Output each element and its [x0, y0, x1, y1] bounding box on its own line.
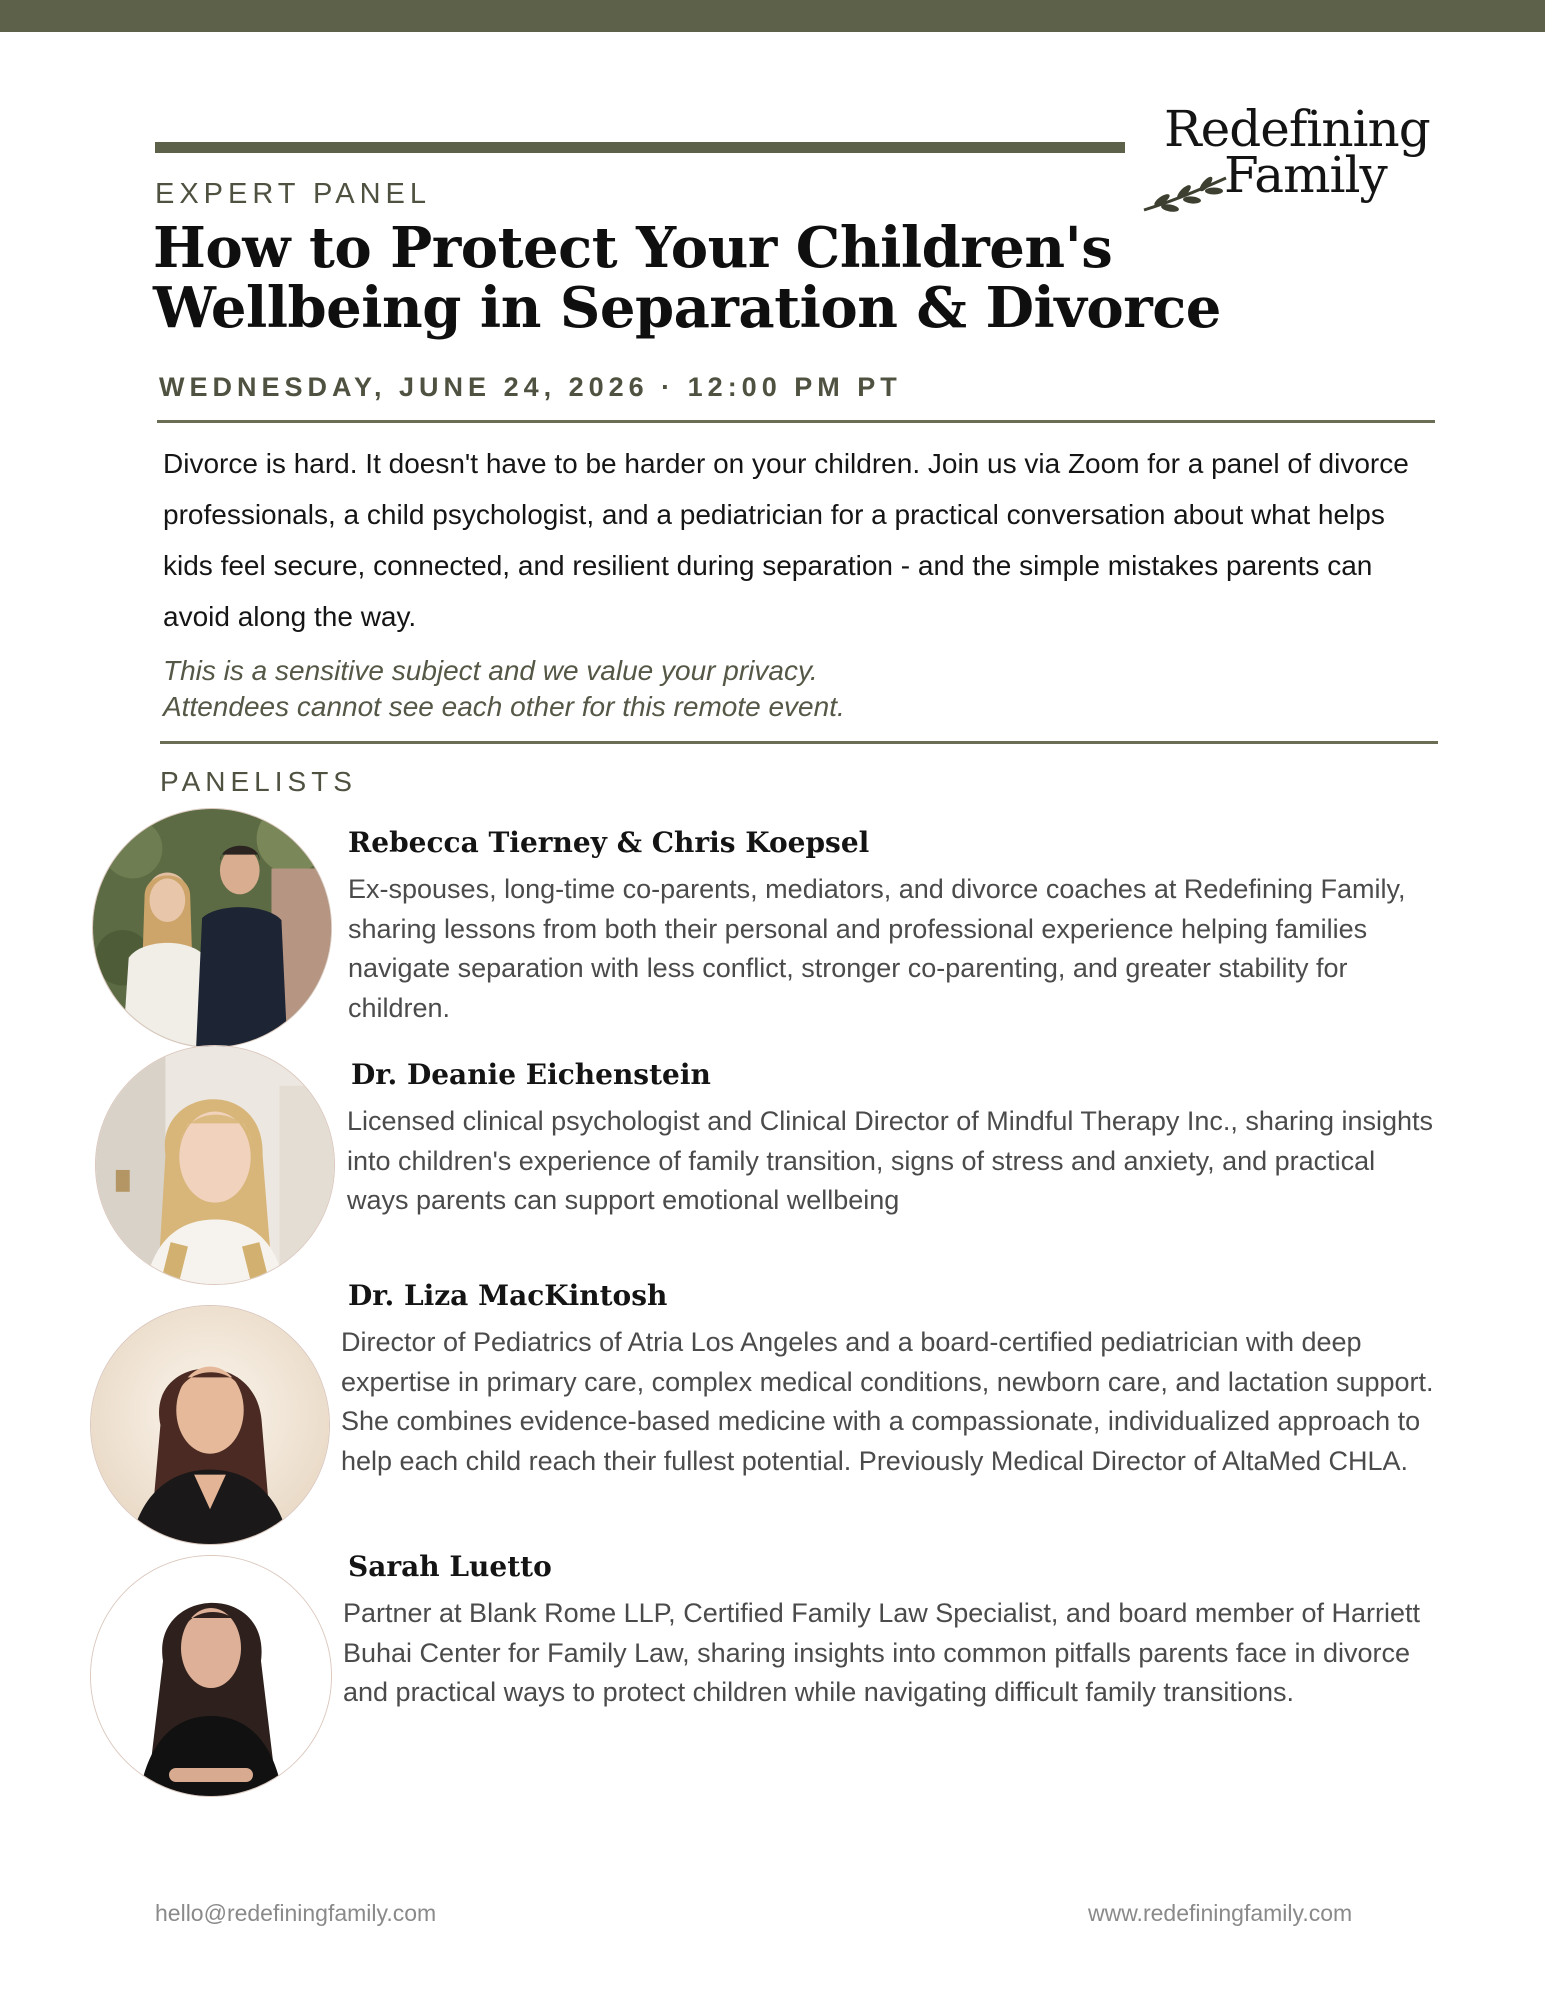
panelist-name: Dr. Liza MacKintosh	[348, 1279, 668, 1312]
avatar-deanie-eichenstein	[95, 1045, 335, 1285]
privacy-line-2: Attendees cannot see each other for this remote event.	[163, 691, 845, 722]
panelist-bio: Ex-spouses, long-time co-parents, mediators, and divorce coaches at Redefining Family, sharing lessons from both their personal and professional experience helping families navigate separation with less conflict, stronger co-parenting, and greater stability for children.	[348, 874, 1406, 1023]
panelist-bio: Licensed clinical psychologist and Clinical Director of Mindful Therapy Inc., sharing insights into children's experience of family transition, signs of stress and anxiety, and practical ways parents can support emotional wellbeing	[347, 1106, 1434, 1215]
panelist-name: Dr. Deanie Eichenstein	[351, 1058, 711, 1091]
olive-branch-icon	[1140, 166, 1240, 216]
panelist-bio: Director of Pediatrics of Atria Los Angeles and a board-certified pediatrician with deep expertise in primary care, complex medical conditions, newborn care, and lactation support. She combines evidence-based medicine with a compassionate, individualized approach to help each child reach their fullest potential. Previously Medical Director of AltaMed CHLA.	[341, 1327, 1434, 1476]
divider	[157, 420, 1435, 423]
title-rule	[155, 142, 1125, 153]
privacy-note	[163, 653, 1363, 725]
footer-website[interactable]: www.redefiningfamily.com	[1088, 1900, 1353, 1926]
brand-logo	[1140, 100, 1430, 214]
panelist-name: Rebecca Tierney & Chris Koepsel	[348, 826, 870, 859]
panelists-heading: PANELISTS	[160, 766, 357, 797]
avatar-rebecca-chris	[92, 808, 332, 1048]
event-description: Divorce is hard. It doesn't have to be harder on your children. Join us via Zoom for a panel of divorce professionals, a child psychologist, and a pediatrician for a practical conversation about what helps kids feel secure, connected, and resilient during separation - and the simple mistakes parents can avoid along the way.	[163, 448, 1409, 632]
divider	[160, 741, 1438, 744]
page-title	[153, 215, 1221, 341]
logo-text-line2: Family	[1224, 146, 1387, 204]
eyebrow-label: EXPERT PANEL	[155, 178, 431, 210]
footer-email[interactable]: hello@redefiningfamily.com	[155, 1900, 437, 1926]
panelist-name: Sarah Luetto	[348, 1550, 552, 1583]
title-line-2: Wellbeing in Separation & Divorce	[153, 275, 1221, 341]
title-line-1: How to Protect Your Children's	[153, 215, 1113, 281]
privacy-line-1: This is a sensitive subject and we value your privacy.	[163, 655, 818, 686]
avatar-liza-mackintosh	[90, 1305, 330, 1545]
logo-text-line1: Redefining	[1164, 100, 1430, 158]
panelist-bio: Partner at Blank Rome LLP, Certified Family Law Specialist, and board member of Harriett Buhai Center for Family Law, sharing insights into common pitfalls parents face in divorce and practical ways to protect children while navigating difficult family transitions.	[343, 1598, 1420, 1707]
avatar-sarah-luetto	[90, 1555, 332, 1797]
event-datetime: WEDNESDAY, JUNE 24, 2026 · 12:00 PM PT	[159, 372, 902, 402]
top-band	[0, 0, 1545, 32]
